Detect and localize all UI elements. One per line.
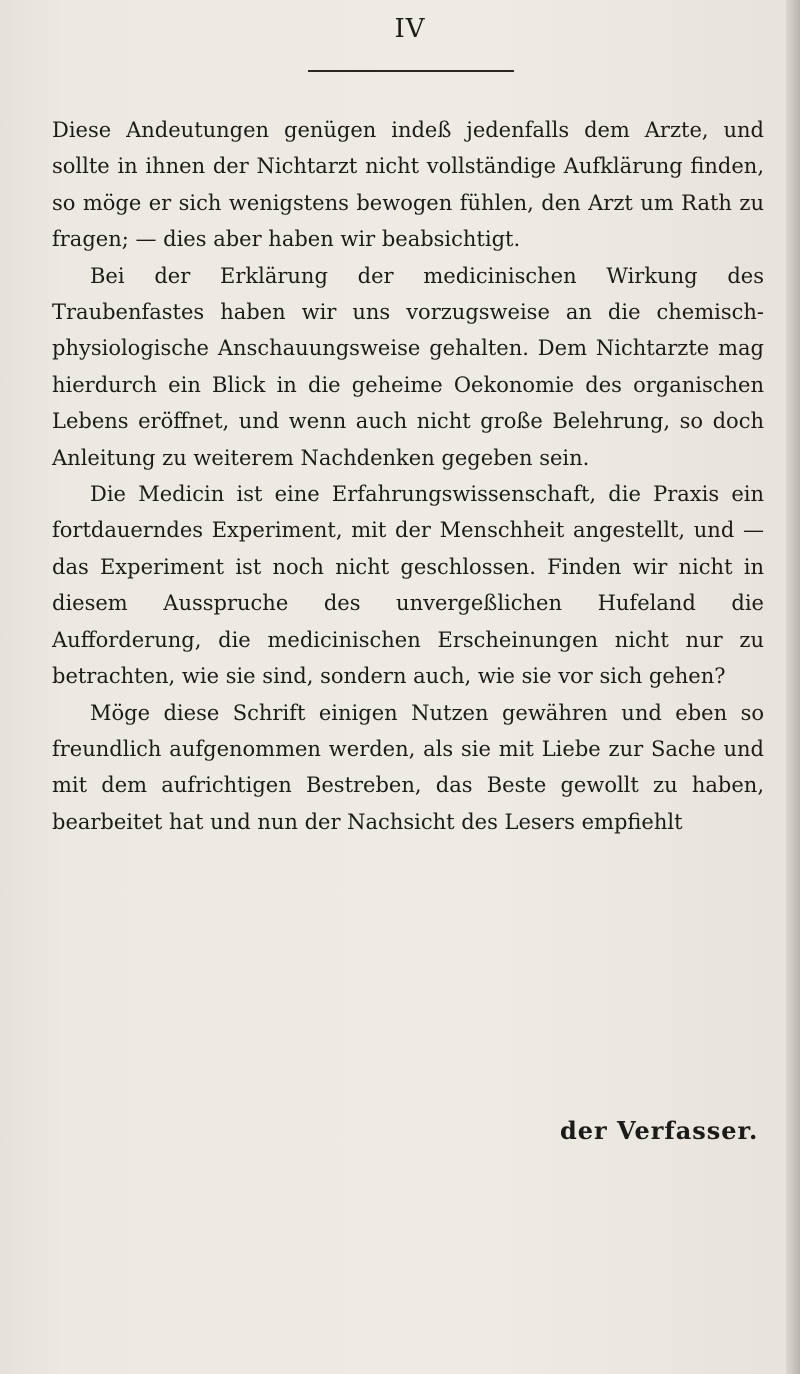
paragraph-4: Möge diese Schrift einigen Nutzen gewähren und eben so freundlich aufgenommen werden, als sie mit Liebe zur Sache und mit dem aufrichtigen Bestreben, das Beste gewollt zu haben, bearbeitet hat und nun der Nachsicht des Lesers empfiehlt: [52, 700, 764, 834]
signature: der Verfasser.: [560, 1116, 759, 1145]
header-rule: [308, 70, 514, 72]
paragraph-2: Bei der Erklärung der medicinischen Wirkung des Traubenfastes haben wir uns vorzugsweise an die chemisch-physiologische Anschauungsweise gehalten. Dem Nichtarzte mag hierdurch ein Blick in die geheime Oekonomie des organischen Lebens eröffnet, und wenn auch nicht große Belehrung, so doch Anleitung zu weiterem Nachdenken gegeben sein.: [52, 263, 764, 470]
page-edge: [786, 0, 800, 1374]
paragraph-1: Diese Andeutungen genügen indeß jedenfalls dem Arzte, und sollte in ihnen der Nichtarzt nicht vollständige Aufklärung finden, so möge er sich wenigstens bewogen fühlen, den Arzt um Rath zu fragen; — dies aber haben wir beabsichtigt.: [52, 118, 764, 252]
body-text: [52, 112, 764, 840]
page-number: IV: [394, 14, 426, 44]
paragraph-3: Die Medicin ist eine Erfahrungswissenschaft, die Praxis ein fortdauerndes Experiment, mit der Menschheit angestellt, und — das Experiment ist noch nicht geschlossen. Finden wir nicht in diesem Ausspruche des unvergeßlichen Hufeland die Aufforderung, die medicinischen Erscheinungen nicht nur zu betrachten, wie sie sind, sondern auch, wie sie vor sich gehen?: [52, 482, 764, 689]
